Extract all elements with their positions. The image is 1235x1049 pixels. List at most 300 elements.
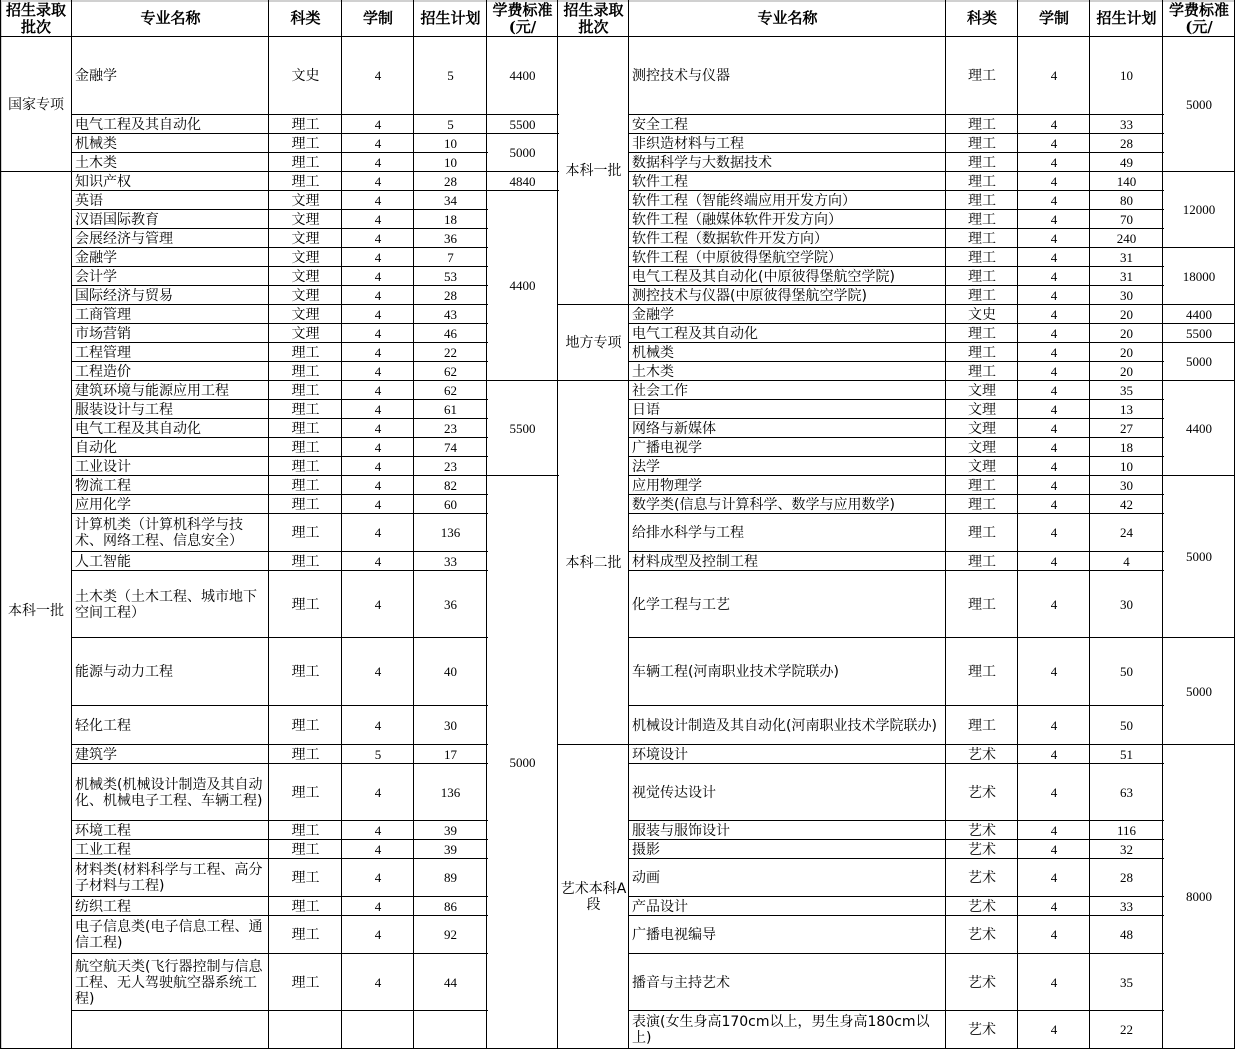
category[interactable] [269,1011,342,1049]
plan-count[interactable]: 4 [1123,553,1130,569]
plan-count[interactable]: 35 [1120,974,1133,990]
category[interactable]: 文理 [291,230,320,247]
plan-count[interactable]: 82 [444,477,457,493]
years[interactable]: 4 [1050,344,1058,360]
plan-count[interactable]: 92 [444,927,457,942]
years[interactable]: 4 [374,870,382,885]
header-batch[interactable]: 招生录取批次 [5,0,66,36]
category[interactable]: 理工 [291,496,320,513]
category[interactable]: 艺术 [968,974,996,991]
years[interactable]: 4 [374,230,382,246]
years[interactable]: 4 [1050,974,1058,990]
major-name[interactable]: 机械类(机械设计制造及其自动化、机械电子工程、车辆工程) [75,776,263,809]
years[interactable]: 4 [1050,664,1058,679]
category[interactable]: 艺术 [968,898,996,915]
plan-count[interactable]: 34 [444,192,457,208]
plan-count[interactable]: 63 [1120,784,1133,800]
category[interactable]: 理工 [291,154,320,171]
years[interactable]: 4 [374,287,382,303]
plan-count[interactable]: 60 [444,496,457,512]
major-name[interactable]: 服装设计与工程 [75,401,173,418]
category[interactable]: 理工 [291,841,320,858]
plan-count[interactable]: 28 [1120,135,1133,151]
major-name[interactable]: 测控技术与仪器(中原彼得堡航空学院) [632,287,867,304]
plan-count[interactable]: 20 [1120,344,1133,360]
fee-cell[interactable]: 4400 [509,278,536,293]
category[interactable]: 文理 [291,306,320,323]
years[interactable]: 4 [374,306,382,322]
category[interactable]: 理工 [968,135,996,152]
category[interactable]: 理工 [968,249,996,266]
years[interactable]: 4 [374,553,382,569]
category[interactable]: 理工 [968,173,996,190]
category[interactable]: 艺术 [968,927,996,943]
major-name[interactable]: 会展经济与管理 [75,230,173,247]
major-name[interactable]: 电气工程及其自动化 [75,420,201,437]
years[interactable]: 4 [374,496,382,512]
batch-cell[interactable]: 本科一批 [565,163,622,179]
major-name[interactable]: 软件工程 [632,173,688,190]
header-years[interactable]: 学制 [1038,9,1069,27]
category[interactable]: 理工 [968,553,996,570]
plan-count[interactable]: 10 [1120,68,1133,83]
category[interactable]: 理工 [968,211,996,228]
major-name[interactable]: 工程管理 [75,344,131,361]
category[interactable]: 理工 [968,477,996,494]
years[interactable]: 4 [374,525,382,540]
years[interactable]: 4 [374,439,382,455]
major-name[interactable]: 市场营销 [75,325,131,342]
plan-count[interactable]: 136 [440,784,461,800]
plan-count[interactable]: 53 [444,268,457,284]
plan-count[interactable]: 48 [1120,927,1133,942]
category[interactable]: 理工 [968,664,996,680]
header-major[interactable]: 专业名称 [140,9,201,27]
major-name[interactable]: 建筑学 [75,746,117,763]
plan-count[interactable]: 28 [1120,870,1133,885]
major-name[interactable]: 自动化 [75,439,117,456]
plan-count[interactable]: 22 [1120,1022,1133,1037]
major-name[interactable]: 电子信息类(电子信息工程、通信工程) [75,919,263,951]
years[interactable]: 4 [1050,477,1058,493]
plan-count[interactable]: 20 [1120,363,1133,379]
major-name[interactable]: 土木类 [75,154,117,171]
major-name[interactable]: 材料成型及控制工程 [632,553,758,570]
plan-count[interactable]: 62 [444,363,457,379]
header-batch[interactable]: 招生录取批次 [563,0,624,36]
plan-count[interactable]: 30 [1120,287,1133,303]
major-name[interactable]: 建筑环境与能源应用工程 [75,382,229,399]
plan-count[interactable]: 61 [444,401,457,417]
years[interactable]: 4 [1050,870,1058,885]
category[interactable]: 理工 [968,496,996,513]
years[interactable]: 4 [374,784,382,800]
years[interactable]: 4 [1050,746,1058,762]
fee-cell[interactable]: 8000 [1186,889,1212,904]
years[interactable]: 4 [374,927,382,942]
category[interactable]: 理工 [291,898,320,915]
years[interactable]: 5 [374,746,382,762]
major-name[interactable]: 化学工程与工艺 [632,596,730,613]
category[interactable]: 文理 [968,420,996,437]
batch-cell[interactable]: 本科一批 [8,602,64,619]
years[interactable]: 4 [1050,927,1058,942]
major-name[interactable]: 播音与主持艺术 [632,974,730,991]
plan-count[interactable]: 30 [444,717,457,733]
years[interactable]: 4 [374,211,382,227]
major-name[interactable]: 工业工程 [75,841,131,858]
major-name[interactable]: 车辆工程(河南职业技术学院联办) [632,664,839,680]
category[interactable]: 理工 [291,974,320,991]
major-name[interactable]: 广播电视编导 [632,927,716,943]
header-fee[interactable]: 学费标准(元/ [492,0,553,36]
plan-count[interactable]: 44 [444,974,457,990]
major-name[interactable]: 日语 [632,401,660,418]
plan-count[interactable]: 39 [444,822,457,838]
plan-count[interactable]: 24 [1120,525,1133,540]
plan-count[interactable]: 40 [444,664,457,679]
category[interactable]: 文理 [291,268,320,285]
major-name[interactable]: 机械类 [632,344,674,361]
years[interactable]: 4 [1050,211,1058,227]
fee-cell[interactable]: 4400 [1186,420,1212,436]
header-category[interactable]: 科类 [290,9,321,27]
plan-count[interactable]: 49 [1120,154,1133,170]
years[interactable]: 4 [1050,268,1058,284]
plan-count[interactable] [414,1011,487,1049]
plan-count[interactable]: 42 [1120,496,1133,512]
plan-count[interactable]: 50 [1120,717,1133,733]
major-name[interactable]: 表演(女生身高170cm以上，男生身高180cm以上) [632,1014,930,1046]
major-name[interactable]: 电气工程及其自动化 [632,325,758,342]
plan-count[interactable]: 80 [1120,192,1133,208]
years[interactable]: 4 [1050,325,1058,341]
years[interactable]: 4 [1050,841,1058,857]
category[interactable]: 艺术 [968,870,996,886]
major-name[interactable]: 国际经济与贸易 [75,287,173,304]
fee-cell[interactable]: 5000 [1186,549,1212,564]
fee-cell[interactable]: 18000 [1182,268,1216,284]
plan-count[interactable]: 5 [447,68,454,83]
plan-count[interactable]: 31 [1120,249,1133,265]
major-name[interactable]: 广播电视学 [632,439,702,456]
years[interactable]: 4 [1050,68,1058,83]
major-name[interactable]: 会计学 [75,268,117,285]
category[interactable]: 理工 [291,525,320,541]
category[interactable]: 艺术 [968,822,996,839]
plan-count[interactable]: 13 [1120,401,1133,417]
category[interactable]: 理工 [291,116,320,133]
years[interactable]: 4 [1050,192,1058,208]
category[interactable]: 理工 [291,664,320,680]
fee-cell[interactable]: 12000 [1182,202,1216,217]
years[interactable]: 4 [374,154,382,170]
major-name[interactable]: 软件工程（数据软件开发方向） [632,230,828,247]
category[interactable]: 理工 [968,325,996,342]
header-plan[interactable]: 招生计划 [1096,9,1157,27]
category[interactable]: 理工 [968,287,996,304]
years[interactable]: 4 [374,363,382,379]
batch-cell[interactable]: 本科二批 [565,555,622,571]
category[interactable]: 理工 [291,458,320,475]
fee-cell[interactable]: 5500 [509,116,536,132]
major-name[interactable]: 轻化工程 [75,717,131,734]
category[interactable]: 理工 [968,717,996,734]
plan-count[interactable]: 136 [440,525,461,540]
plan-count[interactable]: 18 [444,211,457,227]
fee-cell[interactable]: 5000 [509,145,536,160]
years[interactable]: 4 [374,477,382,493]
major-name[interactable]: 工业设计 [75,458,131,475]
major-name[interactable]: 服装与服饰设计 [632,822,730,839]
category[interactable]: 理工 [968,192,996,209]
major-name[interactable]: 金融学 [632,306,674,323]
years[interactable]: 4 [374,68,382,83]
major-name[interactable]: 人工智能 [75,553,131,570]
major-name[interactable] [72,1011,269,1049]
major-name[interactable]: 环境设计 [632,746,688,763]
header-major[interactable]: 专业名称 [757,9,818,27]
plan-count[interactable]: 18 [1120,439,1133,455]
major-name[interactable]: 英语 [75,192,103,209]
category[interactable]: 理工 [291,717,320,734]
years[interactable]: 4 [1050,230,1058,246]
fee-cell[interactable]: 5000 [509,754,536,770]
category[interactable]: 理工 [968,344,996,361]
years[interactable]: 4 [1050,822,1058,838]
plan-count[interactable]: 10 [444,135,457,151]
category[interactable]: 理工 [291,746,320,763]
years[interactable]: 4 [1050,382,1058,398]
plan-count[interactable]: 28 [444,173,457,189]
years[interactable]: 4 [1050,553,1058,569]
fee-cell[interactable]: 4400 [1186,306,1212,322]
years[interactable]: 4 [374,135,382,151]
plan-count[interactable]: 23 [444,420,457,436]
batch-cell[interactable]: 艺术本科A段 [560,881,627,913]
category[interactable]: 文史 [968,306,996,323]
header-years[interactable]: 学制 [362,9,393,27]
category[interactable]: 理工 [291,784,320,801]
category[interactable]: 文理 [291,192,320,209]
plan-count[interactable]: 22 [444,344,457,360]
years[interactable]: 4 [374,249,382,265]
years[interactable]: 4 [374,268,382,284]
batch-cell[interactable]: 地方专项 [565,335,622,351]
major-name[interactable]: 机械类 [75,135,117,152]
major-name[interactable]: 网络与新媒体 [632,420,716,437]
major-name[interactable]: 安全工程 [632,116,688,133]
years[interactable]: 4 [1050,1022,1058,1037]
plan-count[interactable]: 33 [444,553,457,569]
plan-count[interactable]: 43 [444,306,457,322]
plan-count[interactable]: 89 [444,870,457,885]
plan-count[interactable]: 36 [444,230,457,246]
plan-count[interactable]: 240 [1116,230,1137,246]
years[interactable]: 4 [374,458,382,474]
major-name[interactable]: 金融学 [75,68,117,84]
category[interactable]: 文史 [291,68,320,84]
major-name[interactable]: 数学类(信息与计算科学、数学与应用数学) [632,496,895,513]
major-name[interactable]: 土木类（土木工程、城市地下空间工程） [75,588,257,621]
category[interactable]: 文理 [968,458,996,475]
category[interactable]: 理工 [968,268,996,285]
category[interactable]: 文理 [291,325,320,342]
category[interactable]: 理工 [291,363,320,380]
plan-count[interactable]: 33 [1120,116,1133,132]
category[interactable]: 理工 [291,420,320,437]
years[interactable]: 4 [1050,596,1058,612]
years[interactable]: 4 [1050,116,1058,132]
category[interactable]: 艺术 [968,784,996,801]
years[interactable]: 4 [374,664,382,679]
years[interactable]: 4 [1050,525,1058,540]
header-plan[interactable]: 招生计划 [420,9,481,27]
category[interactable]: 艺术 [968,1022,996,1038]
major-name[interactable]: 土木类 [632,363,674,380]
years[interactable]: 4 [374,822,382,838]
years[interactable]: 4 [374,116,382,132]
category[interactable]: 理工 [968,596,996,613]
major-name[interactable]: 纺织工程 [75,898,131,915]
years[interactable]: 4 [374,974,382,990]
fee-cell[interactable]: 5500 [509,420,536,436]
major-name[interactable]: 金融学 [75,249,117,266]
plan-count[interactable]: 39 [444,841,457,857]
major-name[interactable]: 能源与动力工程 [75,664,173,680]
plan-count[interactable]: 5 [447,116,454,132]
plan-count[interactable]: 10 [444,154,457,170]
plan-count[interactable]: 74 [444,439,457,455]
years[interactable]: 4 [1050,420,1058,436]
category[interactable]: 文理 [968,401,996,418]
plan-count[interactable]: 23 [444,458,457,474]
years[interactable]: 4 [1050,496,1058,512]
major-name[interactable]: 软件工程（融媒体软件开发方向） [632,211,842,228]
category[interactable]: 理工 [291,382,320,399]
fee-cell[interactable]: 4400 [509,68,536,83]
years[interactable]: 4 [1050,135,1058,151]
major-name[interactable]: 数据科学与大数据技术 [632,154,772,171]
major-name[interactable]: 电气工程及其自动化 [75,116,201,133]
header-category[interactable]: 科类 [966,9,997,27]
major-name[interactable]: 测控技术与仪器 [632,68,730,84]
plan-count[interactable]: 20 [1120,306,1133,322]
years[interactable]: 4 [1050,401,1058,417]
years[interactable]: 4 [1050,717,1058,733]
batch-cell[interactable]: 国家专项 [8,96,64,113]
fee-cell[interactable]: 5000 [1186,683,1212,699]
years[interactable]: 4 [1050,249,1058,265]
major-name[interactable]: 社会工作 [632,382,688,399]
major-name[interactable]: 汉语国际教育 [75,211,159,228]
header-fee[interactable]: 学费标准(元/ [1168,0,1229,36]
plan-count[interactable]: 62 [444,382,457,398]
years[interactable]: 4 [374,382,382,398]
years[interactable]: 4 [374,420,382,436]
plan-count[interactable]: 51 [1120,746,1133,762]
plan-count[interactable]: 20 [1120,325,1133,341]
years[interactable]: 4 [1050,173,1058,189]
fee-cell[interactable]: 5000 [1186,354,1212,369]
category[interactable]: 理工 [291,344,320,361]
category[interactable]: 理工 [291,439,320,456]
major-name[interactable]: 法学 [632,458,660,475]
plan-count[interactable]: 36 [444,596,457,612]
category[interactable]: 理工 [968,230,996,247]
years[interactable]: 4 [374,192,382,208]
years[interactable] [342,1011,414,1049]
category[interactable]: 文理 [291,287,320,304]
plan-count[interactable]: 28 [444,287,457,303]
major-name[interactable]: 计算机类（计算机科学与技术、网络工程、信息安全） [75,517,243,549]
plan-count[interactable]: 116 [1116,822,1137,838]
major-name[interactable]: 软件工程（中原彼得堡航空学院） [632,249,842,266]
category[interactable]: 理工 [291,596,320,613]
years[interactable]: 4 [374,841,382,857]
major-name[interactable]: 工商管理 [75,306,131,323]
major-name[interactable]: 摄影 [632,841,660,858]
plan-count[interactable]: 32 [1120,841,1133,857]
category[interactable]: 理工 [291,927,320,943]
major-name[interactable]: 产品设计 [632,898,688,915]
category[interactable]: 理工 [291,135,320,152]
category[interactable]: 理工 [968,154,996,171]
major-name[interactable]: 应用化学 [75,496,131,513]
major-name[interactable]: 航空航天类(飞行器控制与信息工程、无人驾驶航空器系统工程) [75,958,263,1007]
plan-count[interactable]: 17 [444,746,457,762]
plan-count[interactable]: 30 [1120,596,1133,612]
category[interactable]: 理工 [968,68,996,84]
category[interactable]: 理工 [968,525,996,541]
plan-count[interactable]: 27 [1120,420,1133,436]
major-name[interactable]: 工程造价 [75,363,131,380]
category[interactable]: 理工 [291,401,320,418]
major-name[interactable]: 软件工程（智能终端应用开发方向） [632,192,856,209]
plan-count[interactable]: 70 [1120,211,1133,227]
years[interactable]: 4 [1050,154,1058,170]
category[interactable]: 理工 [291,870,320,886]
years[interactable]: 4 [1050,784,1058,800]
years[interactable]: 4 [1050,458,1058,474]
fee-cell[interactable]: 5000 [1186,96,1212,112]
plan-count[interactable]: 31 [1120,268,1133,284]
major-name[interactable]: 物流工程 [75,477,131,494]
category[interactable]: 理工 [291,477,320,494]
years[interactable]: 4 [1050,439,1058,455]
plan-count[interactable]: 35 [1120,382,1133,398]
major-name[interactable]: 非织造材料与工程 [632,135,744,152]
fee-cell[interactable]: 5500 [1186,325,1212,341]
years[interactable]: 4 [374,898,382,914]
major-name[interactable]: 环境工程 [75,822,131,839]
major-name[interactable]: 材料类(材料科学与工程、高分子材料与工程) [75,862,263,894]
plan-count[interactable]: 10 [1120,458,1133,474]
years[interactable]: 4 [1050,306,1058,322]
category[interactable]: 艺术 [968,746,996,763]
plan-count[interactable]: 7 [447,249,454,265]
category[interactable]: 文理 [968,382,996,399]
major-name[interactable]: 电气工程及其自动化(中原彼得堡航空学院) [632,268,895,285]
plan-count[interactable]: 86 [444,898,457,914]
category[interactable]: 理工 [291,173,320,190]
plan-count[interactable]: 30 [1120,477,1133,493]
major-name[interactable]: 视觉传达设计 [632,784,716,801]
category[interactable]: 文理 [291,249,320,266]
category[interactable]: 文理 [968,439,996,456]
major-name[interactable]: 动画 [632,870,660,886]
years[interactable]: 4 [374,173,382,189]
